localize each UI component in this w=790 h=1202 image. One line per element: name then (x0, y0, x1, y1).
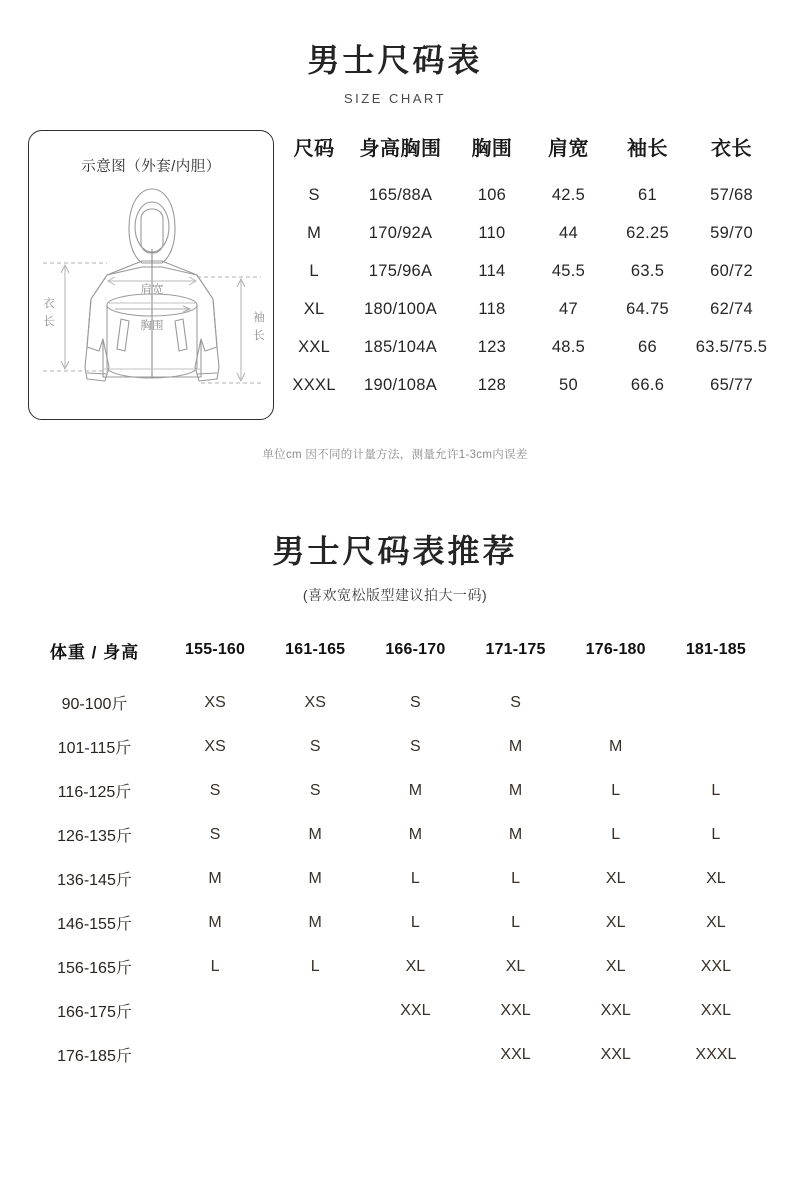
jacket-illustration (29, 171, 275, 421)
rec-cell: M (609, 737, 623, 755)
diagram-label-length-2: 长 (43, 315, 55, 328)
size-cell: 57/68 (710, 186, 753, 205)
weight-label: 126-135斤 (57, 828, 132, 846)
size-cell: 66.6 (630, 376, 665, 395)
rec-cell (365, 1033, 465, 1077)
rec-header-cell: 161-165 (285, 641, 346, 659)
size-cell: 60/72 (710, 262, 753, 281)
size-cell: 123 (477, 338, 507, 357)
table-row (24, 945, 766, 989)
table-row (24, 857, 766, 901)
size-cell: 63.5/75.5 (695, 338, 768, 357)
size-cell: 64.75 (626, 300, 669, 319)
rec-cell: L (511, 869, 520, 887)
weight-label: 146-155斤 (57, 916, 132, 934)
table-row (282, 253, 776, 291)
rec-cell (666, 725, 766, 769)
table-row (24, 769, 766, 813)
size-cell: 185/104A (364, 338, 438, 357)
recommendation-subtitle: (喜欢宽松版型建议拍大一码) (302, 586, 488, 603)
rec-cell: XXL (600, 1045, 631, 1063)
size-table-header-cell: 身高胸围 (359, 137, 442, 160)
size-cell: 114 (478, 262, 506, 281)
rec-cell: XL (405, 957, 426, 975)
diagram-box (28, 130, 274, 420)
size-cell: 47 (559, 300, 578, 319)
size-table-header-cell: 衣长 (711, 137, 753, 160)
rec-cell: M (508, 781, 523, 799)
size-cell: 190/108A (364, 376, 438, 395)
rec-header-cell: 171-175 (485, 641, 546, 659)
rec-cell: M (308, 913, 322, 931)
rec-header-cell: 176-180 (585, 641, 646, 659)
table-row (282, 291, 776, 329)
size-cell: 44 (559, 224, 578, 243)
rec-cell (265, 989, 365, 1033)
size-cell: 128 (477, 376, 507, 395)
rec-header-cell: 155-160 (185, 641, 246, 659)
rec-cell: XXXL (695, 1045, 737, 1063)
size-cell: 45.5 (551, 262, 586, 281)
table-row (282, 329, 776, 367)
rec-cell: XS (204, 693, 226, 711)
recommendation-header-row (24, 637, 766, 681)
diagram-label-sleeve-2: 长 (253, 329, 265, 342)
rec-cell (165, 989, 265, 1033)
size-cell: XXXL (292, 376, 336, 395)
rec-cell: S (410, 737, 421, 755)
rec-cell: M (508, 737, 523, 755)
rec-header-cell: 181-185 (685, 641, 746, 659)
rec-cell: XXL (400, 1001, 431, 1019)
rec-cell: XXL (500, 1001, 531, 1019)
rec-cell: L (210, 957, 220, 975)
diagram-caption: 示意图（外套/内胆） (81, 158, 221, 175)
size-table-header-cell: 尺码 (293, 137, 335, 160)
size-table-header-row (282, 130, 776, 177)
size-cell: 61 (638, 186, 657, 205)
size-cell: 65/77 (710, 376, 753, 395)
rec-cell: XXL (600, 1001, 631, 1019)
rec-cell: S (309, 781, 321, 799)
size-cell: XL (303, 300, 325, 319)
rec-cell: XL (706, 869, 726, 887)
table-row (282, 215, 776, 253)
rec-cell (265, 1033, 365, 1077)
size-cell: 110 (478, 224, 506, 243)
recommendation-table (24, 637, 766, 1077)
measurement-note: 单位cm 因不同的计量方法，测量允许1-3cm内误差 (262, 448, 528, 461)
size-cell: 175/96A (368, 262, 433, 281)
rec-cell: S (309, 737, 321, 755)
size-table (282, 130, 776, 405)
size-table-header-cell: 胸围 (471, 137, 513, 160)
rec-header-cell: 体重 / 身高 (49, 642, 140, 662)
rec-cell: M (308, 869, 322, 887)
rec-cell: M (208, 913, 222, 931)
rec-cell: S (410, 693, 421, 711)
table-row (282, 367, 776, 405)
size-cell: M (307, 224, 322, 243)
page-title: 男士尺码表 (307, 42, 483, 78)
rec-cell: M (508, 825, 523, 843)
rec-cell (566, 681, 666, 725)
rec-cell: M (408, 781, 423, 799)
diagram-label-chest: 胸围 (140, 319, 164, 332)
size-cell: 170/92A (368, 224, 433, 243)
rec-cell: M (408, 825, 423, 843)
weight-label: 176-185斤 (57, 1048, 132, 1066)
rec-cell: S (510, 693, 521, 711)
rec-cell: M (308, 825, 322, 843)
size-cell: 66 (638, 338, 657, 357)
size-cell: 62/74 (710, 300, 753, 319)
size-cell: 48.5 (551, 338, 586, 357)
size-cell: 180/100A (364, 300, 438, 319)
rec-cell: L (310, 957, 320, 975)
size-cell: 165/88A (368, 186, 433, 205)
weight-label: 101-115斤 (57, 740, 132, 758)
rec-cell: L (711, 781, 721, 799)
rec-cell (666, 681, 766, 725)
size-cell: 50 (559, 376, 578, 395)
rec-cell: XS (304, 693, 326, 711)
table-row (282, 177, 776, 215)
weight-label: 90-100斤 (61, 696, 128, 714)
recommendation-section (0, 526, 790, 1077)
rec-cell: L (711, 825, 721, 843)
table-row (24, 989, 766, 1033)
size-cell: S (308, 186, 320, 205)
size-cell: 59/70 (710, 224, 753, 243)
table-row (24, 1033, 766, 1077)
table-row (24, 813, 766, 857)
page-subtitle-en: SIZE CHART (343, 90, 447, 106)
size-table-header-cell: 袖长 (627, 137, 669, 160)
rec-cell: XL (605, 913, 626, 931)
rec-cell: L (611, 781, 621, 799)
rec-cell: XL (605, 957, 626, 975)
size-cell: 63.5 (630, 262, 665, 281)
table-row (24, 901, 766, 945)
size-cell: 106 (477, 186, 507, 205)
rec-header-cell: 166-170 (385, 641, 446, 659)
diagram-label-sleeve-1: 袖 (253, 311, 265, 324)
table-row (24, 725, 766, 769)
size-cell: 62.25 (626, 224, 669, 243)
rec-cell: L (410, 869, 420, 887)
size-cell: XXL (298, 338, 331, 357)
size-cell: 42.5 (551, 186, 586, 205)
diagram-and-table-row (0, 106, 790, 420)
recommendation-title: 男士尺码表推荐 (272, 532, 518, 569)
table-row (24, 681, 766, 725)
size-table-panel (282, 130, 790, 405)
rec-cell: XXL (500, 1045, 531, 1063)
rec-cell: XS (204, 737, 226, 755)
size-cell: L (309, 262, 319, 281)
diagram-label-shoulder: 肩宽 (140, 283, 164, 296)
weight-label: 166-175斤 (57, 1004, 132, 1022)
rec-cell: L (611, 825, 621, 843)
rec-cell: M (208, 869, 222, 887)
rec-cell: XL (706, 913, 726, 931)
weight-label: 116-125斤 (57, 784, 132, 802)
rec-cell: L (511, 913, 520, 931)
diagram-label-length-1: 衣 (43, 297, 55, 310)
rec-cell (165, 1033, 265, 1077)
rec-cell: XXL (700, 1001, 731, 1019)
rec-cell: S (209, 781, 221, 799)
recommendation-table-panel (0, 605, 790, 1077)
rec-cell: S (209, 825, 221, 843)
garment-diagram-panel (28, 130, 276, 420)
rec-cell: XXL (700, 957, 731, 975)
weight-label: 156-165斤 (57, 960, 132, 978)
rec-cell: L (410, 913, 420, 931)
rec-cell: XL (505, 957, 526, 975)
size-chart-header (0, 0, 790, 106)
rec-cell: XL (605, 869, 626, 887)
size-cell: 118 (478, 300, 506, 319)
weight-label: 136-145斤 (57, 872, 132, 890)
size-table-header-cell: 肩宽 (548, 137, 589, 160)
